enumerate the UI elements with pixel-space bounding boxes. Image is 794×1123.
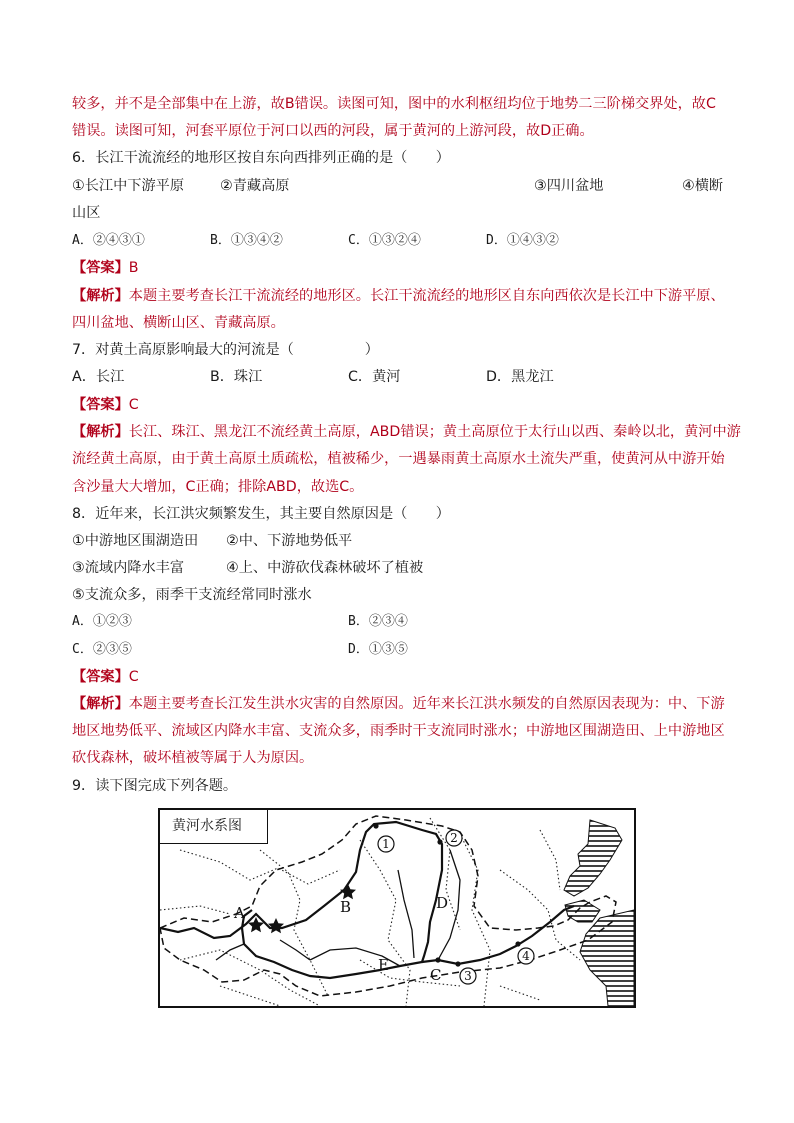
answer-value: B <box>128 260 139 276</box>
marker-4: 4 <box>522 949 530 963</box>
q8-option-c: C．②③⑤ <box>72 642 132 657</box>
question-7-stem: 7．对黄土高原影响最大的河流是（ ） <box>72 342 379 358</box>
yellow-river-lower <box>422 906 574 964</box>
q6-analysis <box>72 286 725 306</box>
q6-item-1: ①长江中下游平原 <box>72 178 185 194</box>
q8-item-4: ④上、中游砍伐森林破坏了植被 <box>226 560 424 576</box>
label-a: A <box>234 904 245 922</box>
q7-analysis-cont: 含沙量大大增加，C正确；排除ABD，故选C。 <box>72 479 364 495</box>
answer-tag: 【答案】 <box>72 669 129 685</box>
q6-option-c: C．①③②④ <box>348 233 421 248</box>
q8-analysis-cont: 砍伐森林，破坏植被等属于人为原因。 <box>72 750 314 766</box>
q8-analysis <box>72 694 725 714</box>
sea-area-south <box>580 910 634 1006</box>
q6-option-b: B．①③④② <box>210 233 283 248</box>
analysis-tag: 【解析】 <box>72 288 129 304</box>
label-d: D <box>436 894 449 912</box>
q7-option-b: B．珠江 <box>210 369 263 385</box>
yellow-river-main <box>160 822 442 978</box>
q6-item-4: ④横断 <box>682 178 724 194</box>
q6-item-3: ③四川盆地 <box>534 178 604 194</box>
q8-item-2: ②中、下游地势低平 <box>226 533 353 549</box>
q8-option-a: A．①②③ <box>72 614 132 629</box>
answer-value: C <box>128 669 139 685</box>
q6-option-a: A．②④③① <box>72 233 145 248</box>
tributaries <box>216 850 460 966</box>
marker-1: 1 <box>382 837 390 851</box>
analysis-text: 本题主要考查长江干流流经的地形区。长江干流流经的地形区自东向西依次是长江中下游平原、 <box>128 288 725 304</box>
q6-item-wrap: 山区 <box>72 205 101 221</box>
answer-tag: 【答案】 <box>72 260 129 276</box>
q8-answer <box>72 667 139 687</box>
province-boundaries <box>160 818 580 1006</box>
map-title-box <box>160 810 268 844</box>
label-c: C <box>430 966 442 984</box>
q8-item-5: ⑤支流众多，雨季干支流经常同时涨水 <box>72 587 312 603</box>
question-9-stem: 9．读下图完成下列各题。 <box>72 778 238 794</box>
label-e: E <box>378 956 389 974</box>
paragraph-line: 较多，并不是全部集中在上游，故B错误。读图可知，图中的水利枢纽均位于地势二三阶梯交界处，故C <box>72 96 716 112</box>
q7-option-c: C．黄河 <box>348 369 401 385</box>
answer-value: C <box>128 397 139 413</box>
q7-answer <box>72 395 139 415</box>
q8-option-b: B．②③④ <box>348 614 408 629</box>
q8-analysis-cont: 地区地势低平、流域区内降水丰富、支流众多，雨季时干支流同时涨水；中游地区围湖造田、上中游地区 <box>72 723 725 739</box>
marker-2: 2 <box>450 831 458 845</box>
sea-area-north <box>564 820 622 896</box>
question-8-stem: 8．近年来，长江洪灾频繁发生，其主要自然原因是（ ） <box>72 506 450 522</box>
marker-3: 3 <box>464 969 472 983</box>
q6-analysis-cont: 四川盆地、横断山区、青藏高原。 <box>72 315 285 331</box>
q7-analysis <box>72 422 741 442</box>
answer-tag: 【答案】 <box>72 397 129 413</box>
map-title: 黄河水系图 <box>172 818 242 834</box>
q8-item-3: ③流域内降水丰富 <box>72 560 185 576</box>
analysis-text: 长江、珠江、黑龙江不流经黄土高原，ABD错误；黄土高原位于太行山以西、秦岭以北，黄河中游 <box>128 424 741 440</box>
analysis-text: 本题主要考查长江发生洪水灾害的自然原因。近年来长江洪水频发的自然原因表现为：中、下游 <box>128 696 725 712</box>
question-6-stem: 6．长江干流流经的地形区按自东向西排列正确的是（ ） <box>72 150 450 166</box>
q7-analysis-cont: 流经黄土高原，由于黄土高原土质疏松，植被稀少，一遇暴雨黄土高原水土流失严重，使黄河从中游开始 <box>72 451 725 467</box>
q6-option-d: D．①④③② <box>486 233 559 248</box>
label-b: B <box>340 898 352 916</box>
q7-option-a: A．长江 <box>72 369 125 385</box>
q7-option-d: D．黑龙江 <box>486 369 554 385</box>
q8-item-1: ①中游地区围湖造田 <box>72 533 199 549</box>
yellow-river-map <box>158 808 636 1008</box>
q8-option-d: D．①③⑤ <box>348 642 408 657</box>
q6-item-2: ②青藏高原 <box>220 178 290 194</box>
analysis-tag: 【解析】 <box>72 696 129 712</box>
circled-markers <box>378 830 534 984</box>
q6-answer <box>72 258 139 278</box>
paragraph-line: 错误。读图可知，河套平原位于河口以西的河段，属于黄河的上游河段，故D正确。 <box>72 123 594 139</box>
analysis-tag: 【解析】 <box>72 424 129 440</box>
